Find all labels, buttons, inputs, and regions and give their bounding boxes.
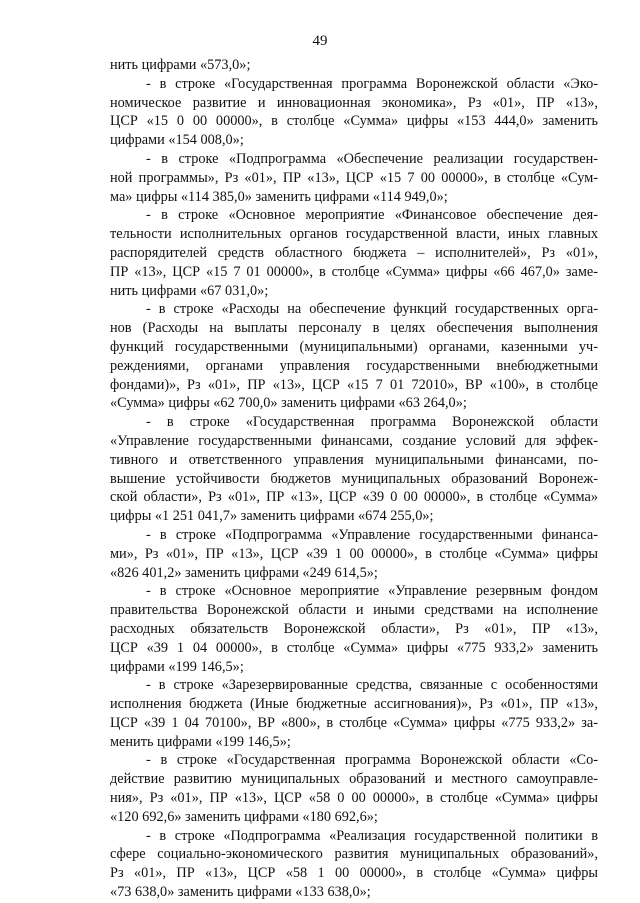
text-line: - в строке «Государственная программа Воронежской области (146, 414, 598, 431)
text-line: цифрами «154 008,0»; (110, 132, 244, 149)
text-line: Рз «01», ПР «13», ЦСР «58 1 00 00000», в столбце «Сумма» цифры (110, 865, 598, 882)
text-line: реждениями, органами управления государственными внебюджетными (110, 357, 598, 374)
text-line: тельности исполнительных органов государственной власти, иных главных (110, 226, 598, 243)
paragraph (110, 413, 598, 526)
text-line: цифры «1 251 041,7» заменить цифрами «674 255,0»; (110, 508, 434, 525)
text-line: ПР «13», ЦСР «15 7 01 00000», в столбце «Сумма» цифры «66 467,0» заме- (110, 263, 598, 280)
page-number: 49 (312, 33, 328, 49)
text-line: фондами)», Рз «01», ПР «13», ЦСР «15 7 01 72010», ВР «100», в столбце (110, 376, 598, 393)
text-line: правительства Воронежской области и иными средствами на исполнение (110, 602, 598, 619)
text-line: - в строке «Подпрограмма «Реализация государственной политики в (146, 827, 598, 844)
text-line: - в строке «Зарезервированные средства, связанные с особенностями (146, 677, 598, 694)
paragraph (110, 582, 598, 676)
text-line: нов (Расходы на выплаты персоналу в целях обеспечения выполнения (110, 320, 598, 337)
text-line: функций государственными (муниципальными) органами, казенными уч- (110, 338, 598, 355)
paragraph (110, 56, 598, 75)
text-line: нить цифрами «67 031,0»; (110, 282, 269, 299)
text-line: распорядителей средств областного бюджета – исполнителей», Рз «01», (110, 244, 598, 261)
text-line: «120 692,6» заменить цифрами «180 692,6»; (110, 808, 378, 825)
text-line: нить цифрами «573,0»; (110, 57, 251, 73)
text-line: действие развитию муниципальных образований и местного самоуправле- (110, 771, 598, 788)
text-line: - в строке «Государственная программа Воронежской области «Со- (146, 752, 598, 769)
text-line: ЦСР «39 1 04 70100», ВР «800», в столбце «Сумма» цифры «775 933,2» за- (110, 714, 598, 731)
paragraph (110, 827, 598, 902)
text-line: - в строке «Государственная программа Воронежской области «Эко- (146, 75, 598, 92)
text-line: - в строке «Основное мероприятие «Финансовое обеспечение дея- (146, 207, 598, 224)
text-line: - в строке «Расходы на обеспечение функций государственных орга- (146, 301, 598, 318)
paragraph (110, 526, 598, 582)
text-line: сфере социально-экономического развития муниципальных образований», (110, 846, 598, 863)
text-line: ской области», Рз «01», ПР «13», ЦСР «39 0 00 00000», в столбце «Сумма» (110, 489, 598, 506)
text-line: «Сумма» цифры «62 700,0» заменить цифрами «63 264,0»; (110, 395, 467, 412)
text-line: цифрами «199 146,5»; (110, 658, 244, 675)
text-line: - в строке «Основное мероприятие «Управление резервным фондом (146, 583, 598, 600)
text-line: «73 638,0» заменить цифрами «133 638,0»; (110, 884, 371, 901)
paragraph (110, 75, 598, 150)
paragraph (110, 206, 598, 300)
text-line: ния», Рз «01», ПР «13», ЦСР «58 0 00 00000», в столбце «Сумма» цифры (110, 790, 598, 807)
text-line: расходных обязательств Воронежской области», Рз «01», ПР «13», (110, 620, 598, 637)
text-line: номическое развитие и инновационная экономика», Рз «01», ПР «13», (110, 94, 598, 111)
text-line: ной программы», Рз «01», ПР «13», ЦСР «15 7 00 00000», в столбце «Сум- (110, 169, 598, 186)
text-line: «Управление государственными финансами, создание условий для эффек- (110, 432, 598, 449)
paragraph (110, 300, 598, 413)
text-line: менить цифрами «199 146,5»; (110, 733, 291, 750)
text-line: - в строке «Подпрограмма «Управление государственными финанса- (146, 526, 598, 543)
text-line: ЦСР «15 0 00 00000», в столбце «Сумма» цифры «153 444,0» заменить (110, 113, 598, 130)
text-line: тивного и ответственного управления муниципальными финансами, по- (110, 451, 598, 468)
text-line: вышение устойчивости бюджетов муниципальных образований Воронеж- (110, 470, 598, 487)
text-line: исполнения бюджета (Иные бюджетные ассигнования)», Рз «01», ПР «13», (110, 696, 598, 713)
text-line: ЦСР «39 1 04 00000», в столбце «Сумма» цифры «775 933,2» заменить (110, 639, 598, 656)
paragraph (110, 676, 598, 751)
text-line: ма» цифры «114 385,0» заменить цифрами «114 949,0»; (110, 188, 448, 205)
text-line: ми», Рз «01», ПР «13», ЦСР «39 1 00 00000», в столбце «Сумма» цифры (110, 545, 598, 562)
text-line: «826 401,2» заменить цифрами «249 614,5»; (110, 564, 378, 581)
paragraph (110, 751, 598, 826)
document-body (110, 56, 598, 902)
text-line: - в строке «Подпрограмма «Обеспечение реализации государствен- (146, 150, 598, 167)
paragraph (110, 150, 598, 206)
